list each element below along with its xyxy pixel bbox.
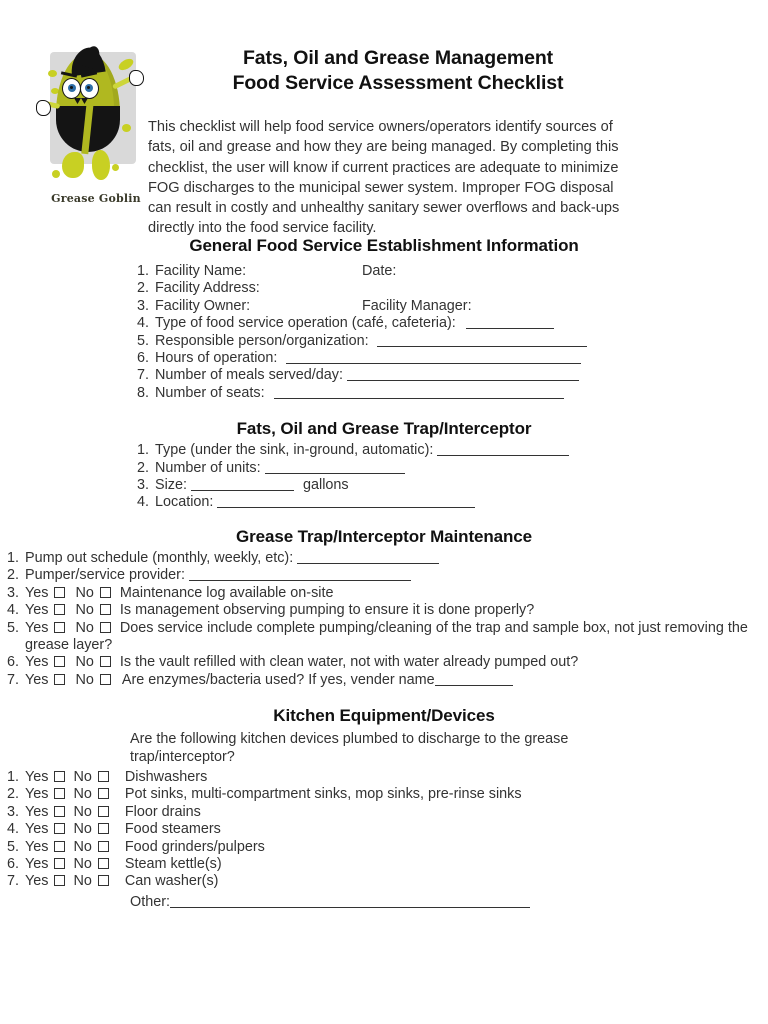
item-label: Type (under the sink, in-ground, automatic): bbox=[155, 442, 434, 459]
page-title bbox=[148, 46, 648, 96]
logo-caption: Grease Goblin bbox=[51, 192, 141, 205]
yes-label: Yes bbox=[25, 821, 49, 838]
list-item-food-grinders bbox=[0, 839, 768, 856]
item-label: Can washer(s) bbox=[124, 873, 219, 890]
item-label: Does service include complete pumping/cleaning of the trap and sample box, not just removing the grease layer? bbox=[25, 619, 748, 653]
maintenance-list bbox=[0, 550, 768, 689]
item-number: 7. bbox=[6, 873, 19, 890]
list-item-dishwashers bbox=[0, 769, 768, 786]
item-number: 3. bbox=[136, 297, 149, 314]
checkbox-yes[interactable] bbox=[54, 823, 65, 834]
checkbox-yes[interactable] bbox=[54, 656, 65, 667]
item-label: Pump out schedule (monthly, weekly, etc): bbox=[25, 549, 294, 566]
location-blank[interactable] bbox=[217, 495, 475, 508]
item-number: 2. bbox=[6, 786, 19, 803]
vender-name-blank[interactable] bbox=[435, 673, 513, 686]
list-item-complete-pumping bbox=[0, 620, 768, 655]
yes-label: Yes bbox=[25, 654, 49, 671]
list-item-seats bbox=[130, 385, 648, 402]
section-heading-general: General Food Service Establishment Information bbox=[189, 236, 579, 255]
item-label: Maintenance log available on-site bbox=[119, 584, 334, 601]
section-heading-trap: Fats, Oil and Grease Trap/Interceptor bbox=[236, 419, 532, 439]
yes-label: Yes bbox=[25, 584, 49, 601]
item-number: 2. bbox=[6, 567, 19, 584]
item-number: 5. bbox=[6, 619, 19, 636]
list-item-hours bbox=[130, 350, 648, 367]
item-label: Hours of operation: bbox=[155, 350, 278, 367]
list-item-trap-type bbox=[130, 442, 648, 459]
document-header bbox=[0, 36, 768, 236]
item-label: Number of seats: bbox=[155, 384, 265, 401]
checkbox-no[interactable] bbox=[98, 841, 109, 852]
number-of-units-blank[interactable] bbox=[265, 461, 405, 474]
item-number: 1. bbox=[136, 442, 149, 459]
operation-type-blank[interactable] bbox=[466, 316, 554, 329]
list-item-steam-kettles bbox=[0, 856, 768, 873]
other-blank[interactable] bbox=[170, 895, 530, 908]
item-number: 7. bbox=[136, 367, 149, 384]
trap-list bbox=[130, 442, 648, 512]
item-number: 8. bbox=[136, 384, 149, 401]
list-item-facility-name bbox=[130, 263, 648, 280]
item-number: 7. bbox=[6, 671, 19, 688]
pump-out-schedule-blank[interactable] bbox=[297, 551, 439, 564]
checkbox-no[interactable] bbox=[98, 771, 109, 782]
responsible-person-blank[interactable] bbox=[377, 334, 587, 347]
section-trap-interceptor bbox=[0, 419, 768, 512]
checkbox-no[interactable] bbox=[100, 587, 111, 598]
item-number: 6. bbox=[136, 350, 149, 367]
no-label: No bbox=[73, 873, 92, 890]
checkbox-no[interactable] bbox=[100, 674, 111, 685]
other-label: Other: bbox=[130, 893, 170, 910]
item-number: 1. bbox=[6, 549, 19, 566]
no-label: No bbox=[73, 821, 92, 838]
trap-type-blank[interactable] bbox=[437, 443, 569, 456]
item-label: Steam kettle(s) bbox=[124, 855, 222, 872]
section-maintenance bbox=[0, 527, 768, 689]
no-label: No bbox=[75, 602, 94, 619]
checkbox-no[interactable] bbox=[98, 823, 109, 834]
list-item-size bbox=[130, 477, 648, 494]
checkbox-yes[interactable] bbox=[54, 858, 65, 869]
item-label: Pumper/service provider: bbox=[25, 567, 185, 584]
item-number: 3. bbox=[6, 584, 19, 601]
item-label: Is management observing pumping to ensure it is done properly? bbox=[119, 602, 535, 619]
item-number: 5. bbox=[6, 838, 19, 855]
list-item-can-washers bbox=[0, 873, 768, 890]
page-title-line-2: Food Service Assessment Checklist bbox=[232, 72, 564, 94]
item-number: 4. bbox=[136, 494, 149, 511]
item-number: 4. bbox=[6, 821, 19, 838]
list-item-meals-per-day bbox=[130, 367, 648, 384]
grease-goblin-logo bbox=[34, 40, 154, 225]
list-item-pump-out-schedule bbox=[0, 550, 768, 567]
section-general bbox=[0, 236, 768, 402]
item-number: 3. bbox=[6, 803, 19, 820]
item-number: 2. bbox=[136, 459, 149, 476]
list-item-pumper-provider bbox=[0, 567, 768, 584]
other-row bbox=[0, 894, 768, 911]
document-body bbox=[0, 236, 768, 911]
yes-label: Yes bbox=[25, 602, 49, 619]
item-number: 4. bbox=[6, 602, 19, 619]
item-label: Is the vault refilled with clean water, not with water already pumped out? bbox=[119, 654, 579, 671]
date-label: Date: bbox=[362, 263, 397, 279]
item-label: Number of meals served/day: bbox=[155, 367, 343, 384]
checkbox-yes[interactable] bbox=[54, 875, 65, 886]
checkbox-no[interactable] bbox=[100, 656, 111, 667]
no-label: No bbox=[75, 654, 94, 671]
list-item-location bbox=[130, 494, 648, 511]
list-item-maintenance-log bbox=[0, 585, 768, 602]
yes-label: Yes bbox=[25, 786, 49, 803]
item-number: 2. bbox=[136, 280, 149, 297]
checkbox-yes[interactable] bbox=[54, 587, 65, 598]
seats-blank[interactable] bbox=[274, 386, 564, 399]
no-label: No bbox=[73, 855, 92, 872]
no-label: No bbox=[75, 619, 94, 636]
size-units-label: gallons bbox=[303, 477, 349, 494]
section-kitchen-equipment bbox=[0, 706, 768, 911]
item-label: Facility Name: bbox=[155, 263, 247, 279]
item-label: Size: bbox=[155, 477, 187, 494]
list-item-food-steamers bbox=[0, 821, 768, 838]
kitchen-intro-text: Are the following kitchen devices plumbed to discharge to the grease trap/interceptor? bbox=[130, 731, 569, 765]
item-label: Number of units: bbox=[155, 459, 261, 476]
item-number: 6. bbox=[6, 654, 19, 671]
item-number: 1. bbox=[136, 263, 149, 279]
checkbox-yes[interactable] bbox=[54, 806, 65, 817]
item-label: Facility Address: bbox=[155, 280, 260, 297]
item-number: 4. bbox=[136, 315, 149, 332]
list-item-facility-owner bbox=[130, 298, 648, 315]
size-blank[interactable] bbox=[191, 478, 294, 491]
yes-label: Yes bbox=[25, 671, 49, 688]
item-label: Food grinders/pulpers bbox=[124, 838, 265, 855]
checkbox-yes[interactable] bbox=[54, 622, 65, 633]
yes-label: Yes bbox=[25, 768, 49, 785]
yes-label: Yes bbox=[25, 803, 49, 820]
item-number: 5. bbox=[136, 332, 149, 349]
checkbox-yes[interactable] bbox=[54, 604, 65, 615]
list-item-pot-sinks bbox=[0, 786, 768, 803]
item-label: Are enzymes/bacteria used? If yes, vender name bbox=[121, 671, 435, 688]
checkbox-yes[interactable] bbox=[54, 841, 65, 852]
checkbox-yes[interactable] bbox=[54, 771, 65, 782]
item-label: Location: bbox=[155, 494, 214, 511]
no-label: No bbox=[75, 584, 94, 601]
section-heading-maintenance: Grease Trap/Interceptor Maintenance bbox=[236, 526, 532, 546]
yes-label: Yes bbox=[25, 838, 49, 855]
list-item-facility-address bbox=[130, 280, 648, 297]
checkbox-no[interactable] bbox=[100, 604, 111, 615]
list-item-enzymes-bacteria bbox=[0, 672, 768, 689]
item-label: Floor drains bbox=[124, 803, 201, 820]
hours-blank[interactable] bbox=[286, 351, 581, 364]
checkbox-no[interactable] bbox=[100, 622, 111, 633]
checkbox-no[interactable] bbox=[98, 806, 109, 817]
intro-paragraph: This checklist will help food service owners/operators identify sources of fats, oil and grease and how they are being managed. By completing this checklist, the user will know if current practices are adequate to minimize FOG discharges to the municipal sewer system. Improper FOG disposal can result in costly and unhealthy sanitary sewer overflows and back-ups directly into the food service facility. bbox=[148, 119, 620, 237]
item-label: Type of food service operation (café, cafeteria): bbox=[155, 315, 456, 332]
checkbox-no[interactable] bbox=[98, 788, 109, 799]
item-label: Responsible person/organization: bbox=[155, 332, 369, 349]
general-info-list bbox=[130, 263, 648, 402]
checkbox-yes[interactable] bbox=[54, 788, 65, 799]
item-label: Facility Owner: bbox=[155, 297, 251, 314]
page-title-line-1: Fats, Oil and Grease Management bbox=[242, 47, 554, 69]
no-label: No bbox=[75, 671, 94, 688]
checkbox-no[interactable] bbox=[98, 875, 109, 886]
yes-label: Yes bbox=[25, 855, 49, 872]
list-item-responsible-person bbox=[130, 333, 648, 350]
pumper-provider-blank[interactable] bbox=[189, 568, 411, 581]
list-item-management-observing bbox=[0, 602, 768, 619]
item-number: 6. bbox=[6, 855, 19, 872]
list-item-number-of-units bbox=[130, 460, 648, 477]
meals-per-day-blank[interactable] bbox=[347, 368, 579, 381]
goblin-mascot-icon bbox=[34, 40, 146, 190]
no-label: No bbox=[73, 768, 92, 785]
yes-label: Yes bbox=[25, 873, 49, 890]
no-label: No bbox=[73, 838, 92, 855]
no-label: No bbox=[73, 786, 92, 803]
kitchen-device-list bbox=[0, 769, 768, 891]
no-label: No bbox=[73, 803, 92, 820]
item-number: 3. bbox=[136, 477, 149, 494]
list-item-vault-refilled bbox=[0, 654, 768, 671]
item-label: Food steamers bbox=[124, 821, 221, 838]
section-heading-kitchen: Kitchen Equipment/Devices bbox=[273, 706, 495, 726]
checkbox-no[interactable] bbox=[98, 858, 109, 869]
item-number: 1. bbox=[6, 768, 19, 785]
checkbox-yes[interactable] bbox=[54, 674, 65, 685]
yes-label: Yes bbox=[25, 619, 49, 636]
list-item-floor-drains bbox=[0, 804, 768, 821]
item-label: Dishwashers bbox=[124, 768, 208, 785]
list-item-operation-type bbox=[130, 315, 648, 332]
item-label: Pot sinks, multi-compartment sinks, mop sinks, pre-rinse sinks bbox=[124, 786, 522, 803]
facility-manager-label: Facility Manager: bbox=[362, 297, 472, 314]
